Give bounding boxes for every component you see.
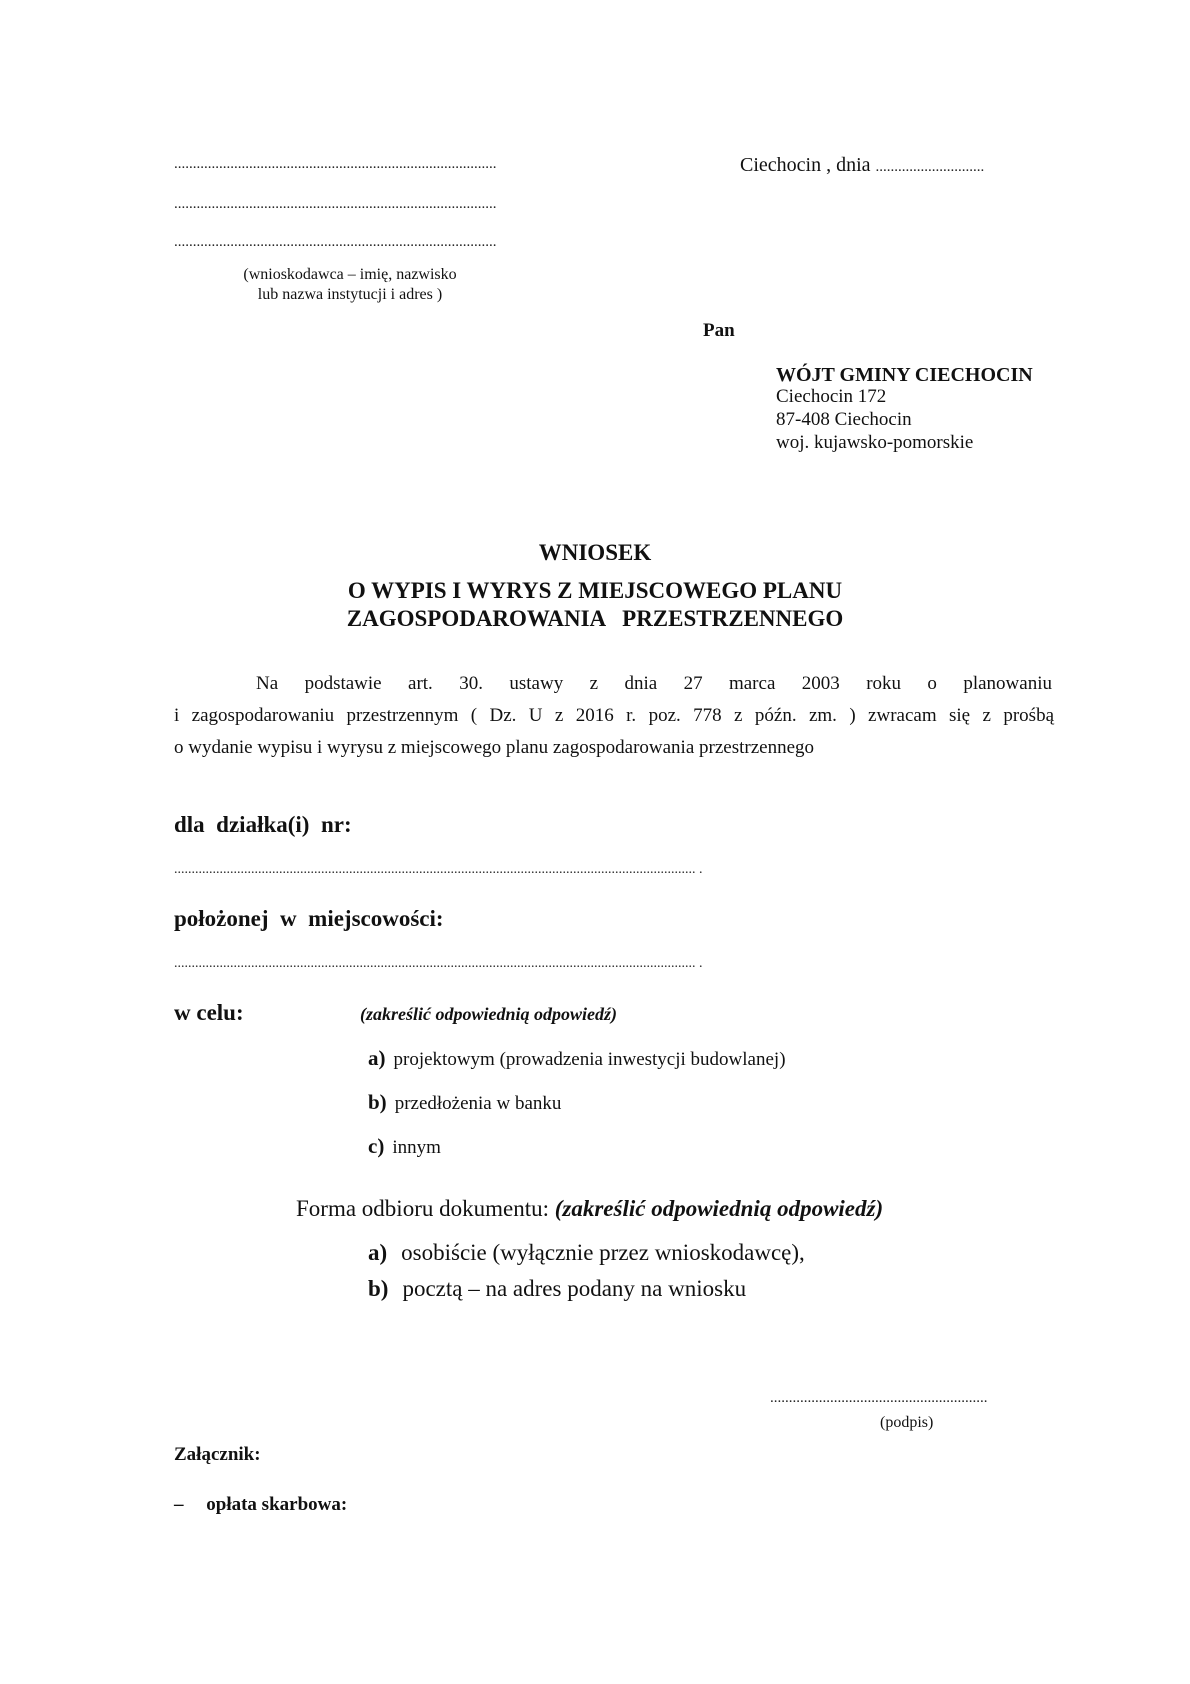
recipient-title: WÓJT GMINY CIECHOCIN <box>776 364 1033 386</box>
document-subtitle-2: ZAGOSPODAROWANIA PRZESTRZENNEGO <box>346 606 844 631</box>
body-line-3: o wydanie wypisu i wyrysu z miejscowego planu zagospodarowania przestrzennego <box>174 737 815 758</box>
attachment-dash: – <box>174 1494 184 1515</box>
option-text: innym <box>392 1137 441 1158</box>
delivery-hint: (zakreślić odpowiednią odpowiedź) <box>554 1196 884 1221</box>
purpose-option-c[interactable] <box>368 1134 441 1159</box>
applicant-caption-1: (wnioskodawca – imię, nazwisko <box>243 266 457 283</box>
place-date <box>740 154 984 177</box>
purpose-label: w celu: <box>174 1000 244 1025</box>
delivery-label: Forma odbioru dokumentu: <box>296 1196 549 1221</box>
applicant-line-2[interactable]: ...................................................................................... <box>174 196 497 212</box>
date-label: , dnia <box>826 154 871 176</box>
purpose-hint: (zakreślić odpowiednią odpowiedź) <box>360 1004 617 1024</box>
option-letter: c) <box>368 1134 385 1158</box>
attachment-label: Załącznik: <box>174 1444 261 1465</box>
purpose-option-a[interactable] <box>368 1046 786 1071</box>
place-name: Ciechocin <box>740 154 822 176</box>
option-text: osobiście (wyłącznie przez wnioskodawcę), <box>401 1240 805 1265</box>
option-text: przedłożenia w banku <box>394 1093 562 1114</box>
delivery-option-b[interactable] <box>368 1276 746 1302</box>
plot-label: dla działka(i) nr: <box>174 812 352 837</box>
applicant-line-3[interactable]: ...................................................................................... <box>174 234 497 250</box>
plot-number-field[interactable]: ..................................................................................................................................................... . <box>174 862 703 877</box>
body-line-2: i zagospodarowaniu przestrzennym ( Dz. U z 2016 r. poz. 778 z późn. zm. ) zwracam się z prośbą <box>174 705 1054 726</box>
purpose-option-b[interactable] <box>368 1090 561 1115</box>
recipient-address-3: woj. kujawsko-pomorskie <box>776 432 974 453</box>
option-letter: a) <box>368 1240 388 1265</box>
delivery-line <box>296 1196 883 1222</box>
option-letter: a) <box>368 1046 386 1070</box>
applicant-caption-2: lub nazwa instytucji i adres ) <box>257 286 443 303</box>
body-paragraph <box>174 668 1054 764</box>
date-field[interactable]: ............................. <box>875 159 985 175</box>
delivery-option-a[interactable] <box>368 1240 805 1266</box>
document-title: WNIOSEK <box>538 540 652 565</box>
attachment-item-label: opłata skarbowa: <box>206 1494 348 1515</box>
body-line-1: Na podstawie art. 30. ustawy z dnia 27 marca 2003 roku o planowaniu <box>256 673 1052 694</box>
option-letter: b) <box>368 1276 389 1301</box>
locality-field[interactable]: ..................................................................................................................................................... . <box>174 956 703 971</box>
recipient-address-1: Ciechocin 172 <box>776 386 887 407</box>
document-subtitle-1: O WYPIS I WYRYS Z MIEJSCOWEGO PLANU <box>347 578 843 603</box>
signature-caption: (podpis) <box>880 1414 934 1431</box>
option-text: projektowym (prowadzenia inwestycji budowlanej) <box>393 1049 786 1070</box>
locality-label: położonej w miejscowości: <box>174 906 444 931</box>
option-letter: b) <box>368 1090 387 1114</box>
recipient-address-2: 87-408 Ciechocin <box>776 409 912 430</box>
signature-field[interactable]: .......................................................... <box>770 1390 988 1406</box>
applicant-line-1[interactable]: ...................................................................................... <box>174 156 497 172</box>
attachment-item <box>174 1494 347 1516</box>
option-text: pocztą – na adres podany na wniosku <box>402 1276 747 1301</box>
recipient-salutation: Pan <box>703 320 735 341</box>
